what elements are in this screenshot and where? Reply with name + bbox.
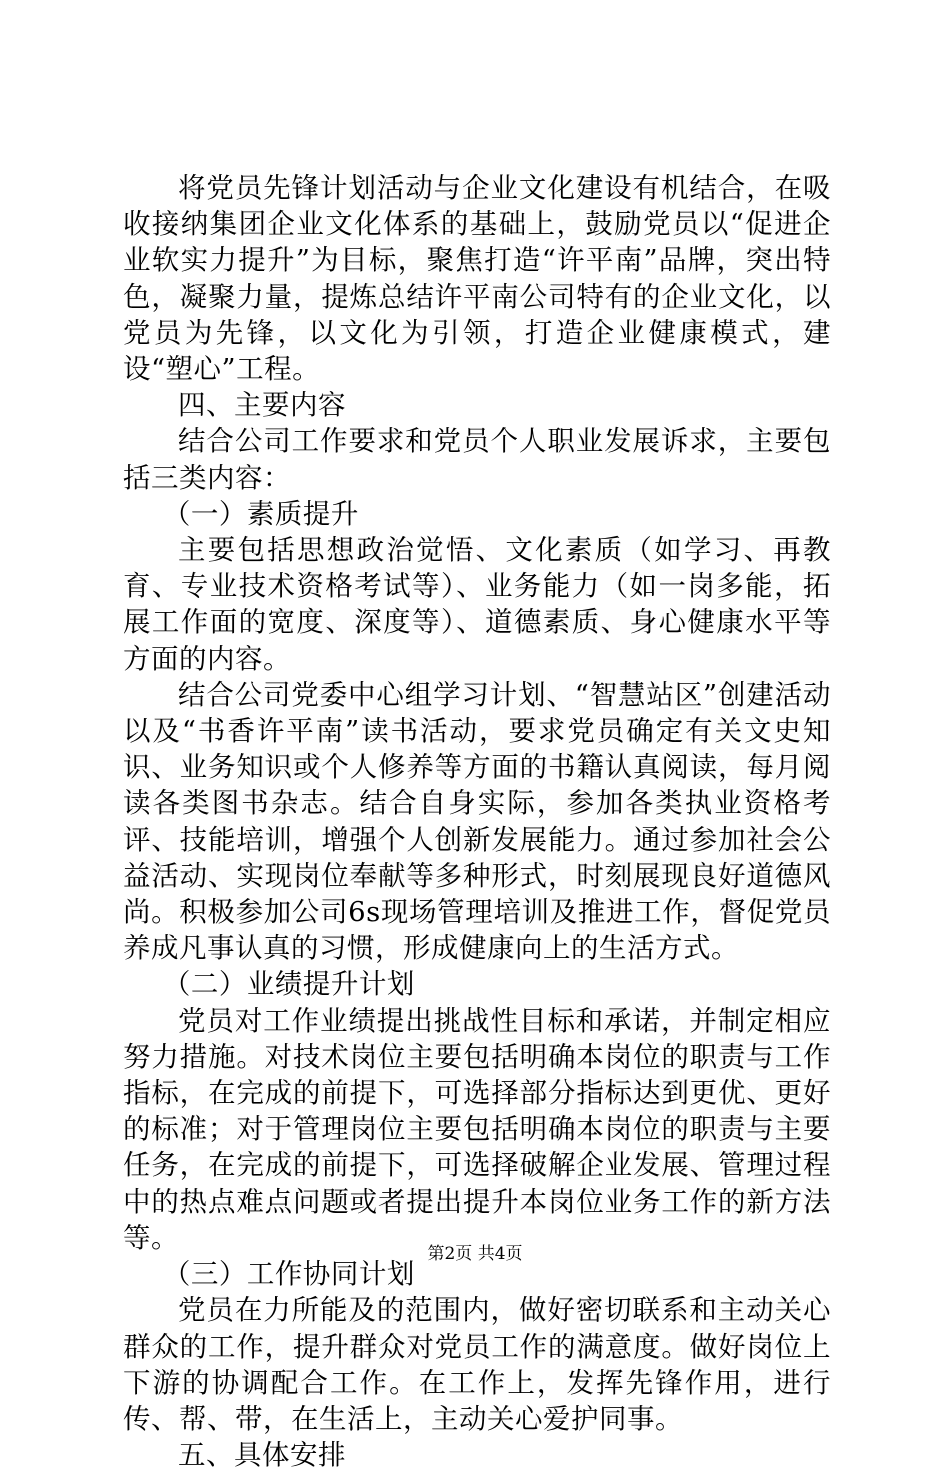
section-heading: 五、具体安排 (178, 1439, 346, 1472)
subsection-heading: （三）工作协同计划 (162, 1258, 415, 1291)
paragraph: 结合公司党委中心组学习计划、“智慧站区”创建活动以及“书香许平南”读书活动，要求党员确定有关文史知识、业务知识或个人修养等方面的书籍认真阅读，每月阅读各类图书杂志。结合自身实际，参加各类执业资格考评、技能培训，增强个人创新发展能力。通过参加社会公益活动、实现岗位奉献等多种形式，时刻展现良好道德风尚。积极参加公司6s现场管理培训及推进工作，督促党员养成凡事认真的习惯，形成健康向上的生活方式。 (123, 678, 831, 965)
paragraph: 主要包括思想政治觉悟、文化素质（如学习、再教育、专业技术资格考试等）、业务能力（如一岗多能，拓展工作面的宽度、深度等）、道德素质、身心健康水平等方面的内容。 (123, 534, 831, 675)
paragraph: 党员在力所能及的范围内，做好密切联系和主动关心群众的工作，提升群众对党员工作的满意度。做好岗位上下游的协调配合工作。在工作上，发挥先锋作用，进行传、帮、带，在生活上，主动关心爱护同事。 (123, 1294, 831, 1435)
document-body (123, 170, 831, 1473)
paragraph: 结合公司工作要求和党员个人职业发展诉求，主要包括三类内容： (123, 425, 831, 494)
paragraph: 党员对工作业绩提出挑战性目标和承诺，并制定相应努力措施。对技术岗位主要包括明确本岗位的职责与工作指标，在完成的前提下，可选择部分指标达到更优、更好的标准；对于管理岗位主要包括明确本岗位的职责与主要任务，在完成的前提下，可选择破解企业发展、管理过程中的热点难点问题或者提出提升本岗位业务工作的新方法等。 (123, 1004, 831, 1254)
section-heading: 四、主要内容 (178, 389, 346, 422)
subsection-heading: （二）业绩提升计划 (162, 968, 415, 1001)
paragraph: 将党员先锋计划活动与企业文化建设有机结合，在吸收接纳集团企业文化体系的基础上，鼓励党员以“促进企业软实力提升”为目标，聚焦打造“许平南”品牌，突出特色，凝聚力量，提炼总结许平南公司特有的企业文化，以党员为先锋，以文化为引领，打造企业健康模式，建设“塑心”工程。 (123, 172, 831, 386)
page-number-footer: 第2页 共4页 (427, 1244, 523, 1264)
subsection-heading: （一）素质提升 (162, 497, 359, 530)
